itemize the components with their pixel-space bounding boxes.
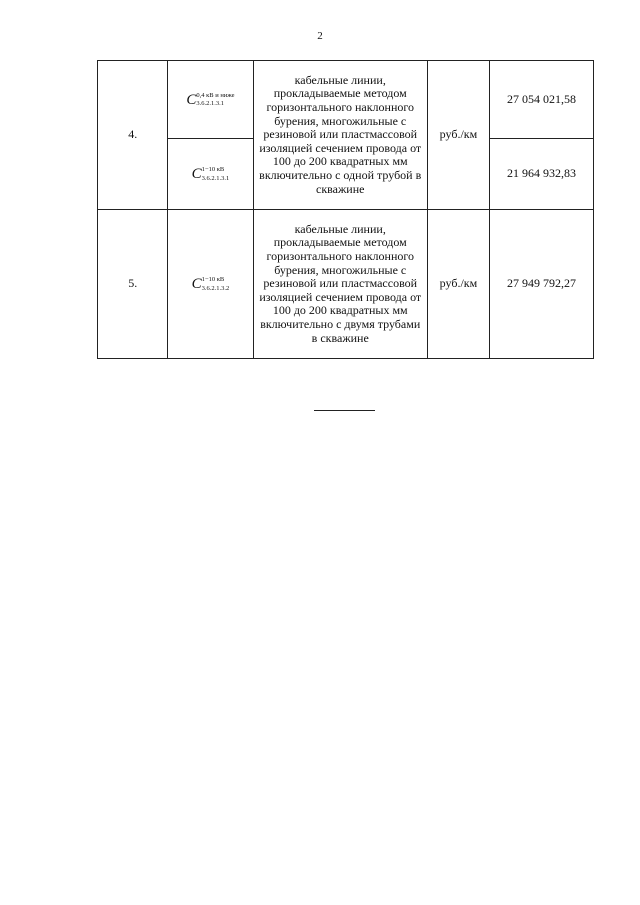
row-value: 21 964 932,83 — [489, 139, 593, 210]
row-number: 4. — [98, 61, 168, 210]
rate-letter: C — [191, 276, 202, 292]
rate-index: 3.6.2.1.3.2 — [201, 284, 230, 292]
rate-symbol — [168, 139, 253, 210]
rate-letter: C — [186, 91, 197, 108]
rate-voltage: 0,4 кВ и ниже — [196, 91, 235, 99]
row-number: 5. — [98, 210, 168, 359]
row-description — [253, 61, 427, 210]
rate-index: 3.6.2.1.3.1 — [201, 174, 230, 182]
rate-voltage: 1−10 кВ — [201, 166, 225, 173]
row-unit: руб./км — [427, 210, 489, 359]
row-description — [253, 210, 427, 359]
rate-formula — [186, 92, 234, 108]
row-value: 27 949 792,27 — [489, 210, 593, 359]
table-row — [98, 61, 594, 139]
end-divider — [314, 410, 375, 411]
rate-symbol — [168, 210, 253, 359]
rate-symbol — [168, 61, 253, 139]
page-number: 2 — [317, 30, 323, 42]
row-unit: руб./км — [427, 61, 489, 210]
rate-letter: C — [191, 166, 202, 182]
tariff-table — [97, 60, 594, 359]
row-value: 27 054 021,58 — [489, 61, 593, 139]
rate-formula — [192, 166, 230, 182]
description-text: кабельные линии, прокладываемые методом горизонтального наклонного бурения, многожильные с резиновой или пластмассовой изоляцией сечением провода от 100 до 200 квадратных мм включительно с двумя трубами в скважине — [259, 221, 422, 345]
rate-formula — [192, 276, 230, 292]
rate-voltage: 1−10 кВ — [201, 276, 225, 283]
rate-index: 3.6.2.1.3.1 — [196, 100, 224, 107]
table-row — [98, 210, 594, 359]
description-text: кабельные линии, прокладываемые методом горизонтального наклонного бурения, многожильные с резиновой или пластмассовой изоляцией сечением провода от 100 до 200 квадратных мм включительно с одной трубой в скважине — [259, 72, 422, 196]
